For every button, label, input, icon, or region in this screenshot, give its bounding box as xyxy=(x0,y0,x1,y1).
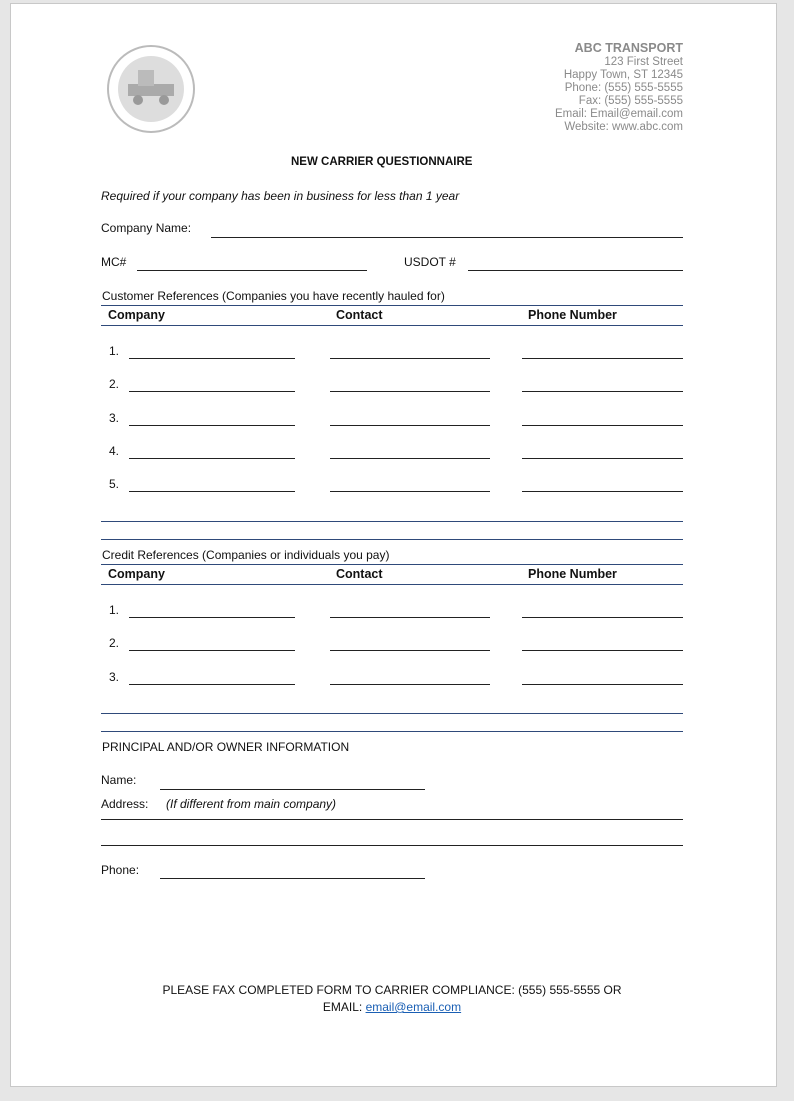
customer-ref-row-number: 4. xyxy=(109,443,120,458)
principal-phone-label: Phone: xyxy=(101,863,140,877)
credit-ref-column-header: Contact xyxy=(336,567,383,581)
customer-ref-row-number: 2. xyxy=(109,377,120,392)
customer-ref-phone-field[interactable] xyxy=(522,391,683,392)
customer-ref-phone-field[interactable] xyxy=(522,458,683,459)
principal-heading: PRINCIPAL AND/OR OWNER INFORMATION xyxy=(102,740,350,754)
credit-ref-contact-field[interactable] xyxy=(330,684,490,685)
credit-ref-phone-field[interactable] xyxy=(522,617,683,618)
credit-ref-phone-field[interactable] xyxy=(522,684,683,685)
principal-name-label: Name: xyxy=(101,773,137,787)
footer-email-line xyxy=(0,1000,784,1014)
customer-ref-contact-field[interactable] xyxy=(330,491,490,492)
credit-ref-company-field[interactable] xyxy=(129,684,295,685)
company-website: Website: www.abc.com xyxy=(564,121,683,133)
customer-ref-row-number: 5. xyxy=(109,477,120,492)
customer-ref-row-number: 1. xyxy=(109,344,120,358)
customer-ref-phone-field[interactable] xyxy=(522,425,683,426)
usdot-field[interactable] xyxy=(468,270,683,271)
customer-ref-column-header: Company xyxy=(108,308,165,322)
customer-ref-rule xyxy=(101,521,683,522)
mc-label: MC# xyxy=(101,255,127,269)
usdot-label: USDOT # xyxy=(404,255,456,269)
customer-ref-company-field[interactable] xyxy=(129,358,295,359)
credit-ref-rule xyxy=(101,731,683,732)
company-city: Happy Town, ST 12345 xyxy=(563,69,683,81)
customer-ref-contact-field[interactable] xyxy=(330,391,490,392)
credit-ref-contact-field[interactable] xyxy=(330,650,490,651)
footer-email-label: EMAIL: xyxy=(322,1000,366,1014)
customer-ref-company-field[interactable] xyxy=(129,458,295,459)
customer-ref-column-header: Phone Number xyxy=(528,308,617,322)
principal-address-label: Address: xyxy=(101,797,149,811)
page-title: NEW CARRIER QUESTIONNAIRE xyxy=(291,156,473,168)
company-name: ABC TRANSPORT xyxy=(574,41,683,55)
company-name-field[interactable] xyxy=(211,237,683,238)
footer-instructions: PLEASE FAX COMPLETED FORM TO CARRIER COMPLIANCE: (555) 555-5555 OR xyxy=(162,983,622,997)
credit-ref-company-field[interactable] xyxy=(129,617,295,618)
credit-ref-rule xyxy=(101,584,683,585)
customer-ref-company-field[interactable] xyxy=(129,491,295,492)
customer-ref-phone-field[interactable] xyxy=(522,491,683,492)
customer-ref-rule xyxy=(101,539,683,540)
customer-ref-rule xyxy=(101,305,683,306)
credit-ref-heading: Credit References (Companies or individuals you pay) xyxy=(102,548,390,562)
customer-ref-heading: Customer References (Companies you have recently hauled for) xyxy=(102,289,445,303)
credit-ref-column-header: Phone Number xyxy=(528,567,617,581)
principal-name-field[interactable] xyxy=(160,789,425,790)
company-email: Email: Email@email.com xyxy=(555,108,683,120)
customer-ref-contact-field[interactable] xyxy=(330,425,490,426)
mc-field[interactable] xyxy=(137,270,367,271)
credit-ref-phone-field[interactable] xyxy=(522,650,683,651)
customer-ref-rule xyxy=(101,325,683,326)
principal-phone-field[interactable] xyxy=(160,878,425,879)
customer-ref-company-field[interactable] xyxy=(129,425,295,426)
company-logo xyxy=(106,44,196,134)
company-name-label: Company Name: xyxy=(101,221,192,235)
customer-ref-contact-field[interactable] xyxy=(330,458,490,459)
credit-ref-row-number: 3. xyxy=(109,669,120,684)
credit-ref-row-number: 2. xyxy=(109,636,120,651)
credit-ref-company-field[interactable] xyxy=(129,650,295,651)
credit-ref-rule xyxy=(101,713,683,714)
subtitle: Required if your company has been in business for less than 1 year xyxy=(101,189,460,203)
principal-address-note: (If different from main company) xyxy=(166,797,337,811)
footer-email-link[interactable]: email@email.com xyxy=(365,1000,462,1014)
customer-ref-column-header: Contact xyxy=(336,308,383,322)
credit-ref-row-number: 1. xyxy=(109,603,120,617)
customer-ref-phone-field[interactable] xyxy=(522,358,683,359)
company-phone: Phone: (555) 555-5555 xyxy=(564,82,683,94)
customer-ref-company-field[interactable] xyxy=(129,391,295,392)
customer-ref-contact-field[interactable] xyxy=(330,358,490,359)
principal-address-field-2[interactable] xyxy=(101,845,683,846)
principal-address-field-1[interactable] xyxy=(101,819,683,820)
customer-ref-row-number: 3. xyxy=(109,410,120,425)
credit-ref-rule xyxy=(101,564,683,565)
credit-ref-contact-field[interactable] xyxy=(330,617,490,618)
credit-ref-column-header: Company xyxy=(108,567,165,581)
company-fax: Fax: (555) 555-5555 xyxy=(578,95,683,107)
company-street: 123 First Street xyxy=(604,56,683,68)
